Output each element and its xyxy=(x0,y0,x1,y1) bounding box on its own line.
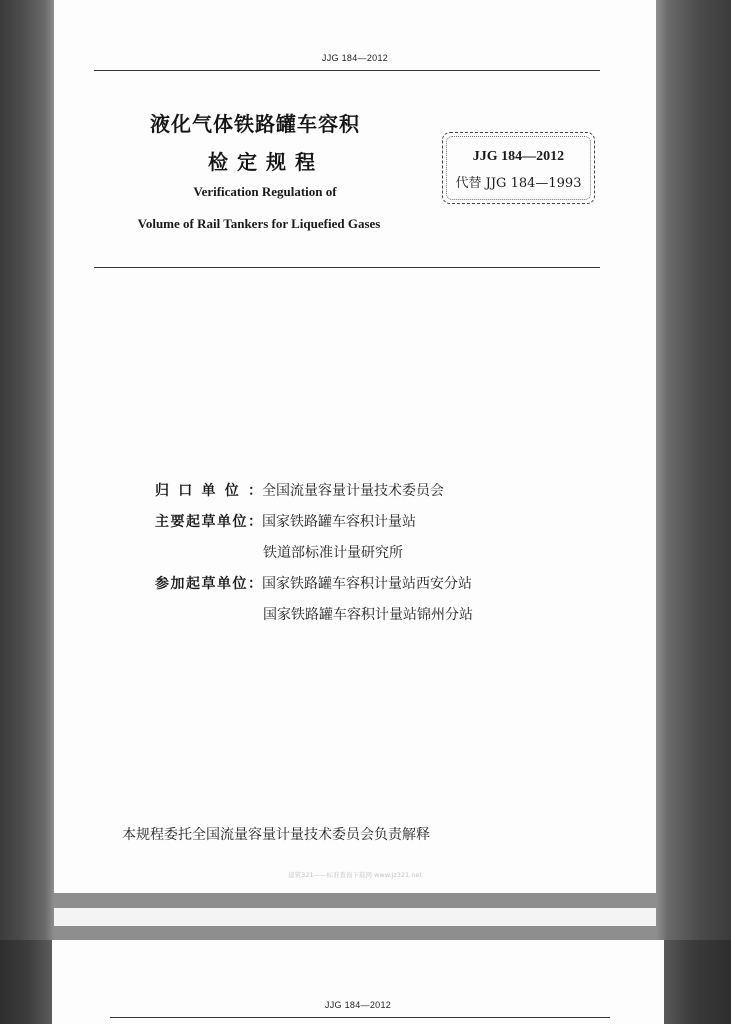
interpretation-note: 本规程委托全国流量容量计量技术委员会负责解释 xyxy=(122,827,430,843)
drafter-value: 国家铁路罐车容积计量站西安分站 xyxy=(262,576,472,592)
drafter-row-participating xyxy=(155,574,472,594)
drafter-row-responsible xyxy=(155,481,444,501)
drafter-row-main xyxy=(155,512,416,532)
replaced-standard: 代替 JJG 184—1993 xyxy=(455,176,582,191)
header-divider xyxy=(94,70,600,71)
header-divider xyxy=(110,1017,610,1018)
drafter-label: 参加起草单位： xyxy=(155,576,262,592)
page-separator xyxy=(54,908,656,926)
drafter-label: 主要起草单位： xyxy=(155,514,262,530)
drafter-value-continued: 国家铁路罐车容积计量站锦州分站 xyxy=(263,607,473,623)
standard-code-box xyxy=(442,132,595,204)
watermark-text: 建筑321——标准查询下载网 www.jz321.net xyxy=(288,871,422,879)
page-header-code: JJG 184—2012 xyxy=(324,1000,392,1010)
title-english-line1: Verification Regulation of xyxy=(193,184,337,199)
drafter-value: 全国流量容量计量技术委员会 xyxy=(262,483,444,499)
title-english-line2: Volume of Rail Tankers for Liquefied Gases xyxy=(137,216,381,231)
drafter-label: 归口单位： xyxy=(155,483,262,499)
title-divider xyxy=(94,267,600,268)
standard-code: JJG 184—2012 xyxy=(472,149,565,164)
document-page-2 xyxy=(52,940,664,1024)
title-chinese-line2: 检定规程 xyxy=(208,150,324,174)
page-header-code: JJG 184—2012 xyxy=(321,53,389,63)
title-chinese-line1: 液化气体铁路罐车容积 xyxy=(150,112,360,136)
drafter-value-continued: 铁道部标准计量研究所 xyxy=(263,545,403,561)
drafter-value: 国家铁路罐车容积计量站 xyxy=(262,514,416,530)
